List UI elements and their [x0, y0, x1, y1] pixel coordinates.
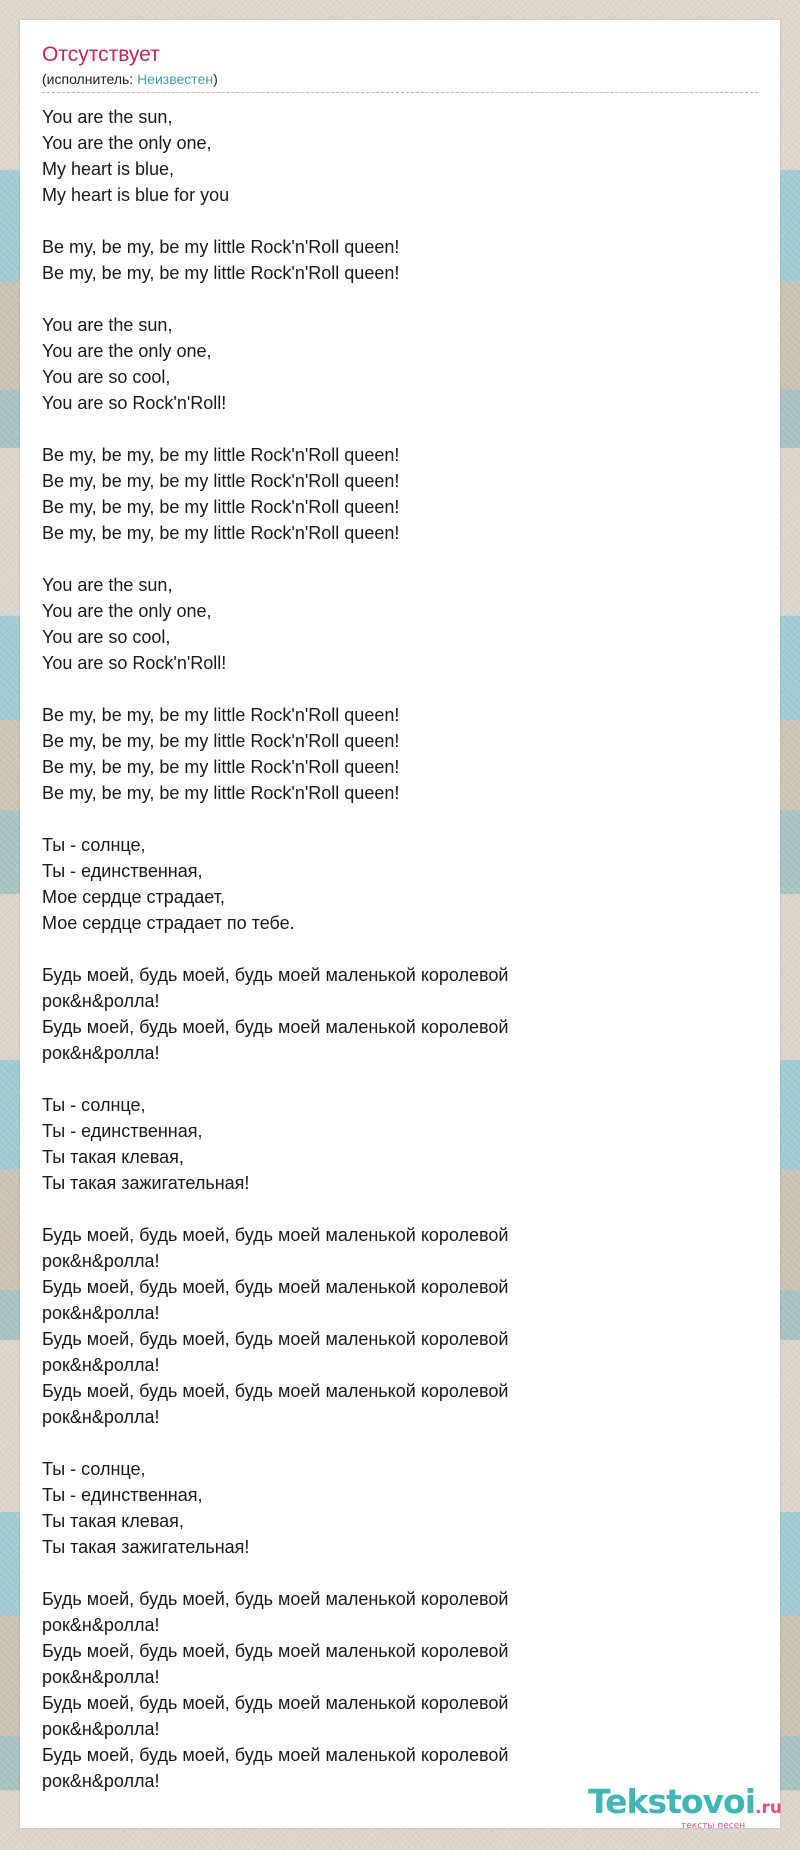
artist-suffix: ) [213, 71, 218, 87]
lyric-line: Мое сердце страдает, [42, 887, 225, 907]
lyric-line: Ты - единственная, [42, 1485, 203, 1505]
lyric-line: Будь моей, будь моей, будь моей маленькой королевой [42, 1693, 509, 1713]
lyric-line: Будь моей, будь моей, будь моей маленькой королевой [42, 1589, 509, 1609]
lyric-line: Be my, be my, be my little Rock'n'Roll queen! [42, 731, 400, 751]
lyric-line: рок&н&ролла! [42, 1667, 160, 1687]
lyric-blank-line [42, 1430, 602, 1456]
lyric-line: You are the only one, [42, 601, 212, 621]
lyric-line: Ты такая зажигательная! [42, 1537, 250, 1557]
lyric-line: My heart is blue for you [42, 185, 230, 205]
lyric-line: Be my, be my, be my little Rock'n'Roll queen! [42, 497, 400, 517]
artist-prefix: (исполнитель: [42, 71, 138, 87]
lyric-line: Be my, be my, be my little Rock'n'Roll queen! [42, 237, 400, 257]
lyric-line: Ты - единственная, [42, 861, 203, 881]
lyric-line: Будь моей, будь моей, будь моей маленькой королевой [42, 1745, 509, 1765]
lyric-line: Be my, be my, be my little Rock'n'Roll queen! [42, 263, 400, 283]
lyric-blank-line [42, 806, 602, 832]
lyric-line: Будь моей, будь моей, будь моей маленькой королевой [42, 1277, 509, 1297]
lyric-blank-line [42, 208, 602, 234]
song-header [42, 42, 758, 93]
lyric-line: Будь моей, будь моей, будь моей маленькой королевой [42, 1329, 509, 1349]
lyric-blank-line [42, 676, 602, 702]
lyric-line: You are the only one, [42, 133, 212, 153]
song-title: Отсутствует [42, 43, 160, 66]
lyric-line: Ты - единственная, [42, 1121, 203, 1141]
lyric-blank-line [42, 286, 602, 312]
lyric-line: рок&н&ролла! [42, 1407, 160, 1427]
lyric-line: рок&н&ролла! [42, 991, 160, 1011]
lyric-line: Be my, be my, be my little Rock'n'Roll queen! [42, 445, 400, 465]
lyric-line: You are so Rock'n'Roll! [42, 393, 227, 413]
lyric-line: Ты - солнце, [42, 1095, 146, 1115]
lyric-line: рок&н&ролла! [42, 1251, 160, 1271]
lyric-line: You are so Rock'n'Roll! [42, 653, 227, 673]
lyric-line: You are the sun, [42, 315, 173, 335]
artist-line [42, 70, 758, 93]
lyrics-list [42, 104, 602, 1794]
lyric-line: Ты такая зажигательная! [42, 1173, 250, 1193]
logo-name: Tekstovoi [588, 1782, 756, 1821]
lyric-line: Будь моей, будь моей, будь моей маленькой королевой [42, 1225, 509, 1245]
lyric-line: Будь моей, будь моей, будь моей маленькой королевой [42, 1641, 509, 1661]
lyric-line: Будь моей, будь моей, будь моей маленькой королевой [42, 1381, 509, 1401]
lyric-line: рок&н&ролла! [42, 1043, 160, 1063]
lyric-line: You are the sun, [42, 575, 173, 595]
lyric-line: Мое сердце страдает по тебе. [42, 913, 295, 933]
site-logo[interactable] [568, 1780, 798, 1850]
lyric-line: You are so cool, [42, 627, 171, 647]
lyric-line: My heart is blue, [42, 159, 175, 179]
lyrics-card [20, 20, 782, 1831]
lyric-blank-line [42, 1066, 602, 1092]
lyric-line: Ты - солнце, [42, 1459, 146, 1479]
lyric-line: Be my, be my, be my little Rock'n'Roll queen! [42, 471, 400, 491]
lyric-line: рок&н&ролла! [42, 1355, 160, 1375]
lyric-line: Ты такая клевая, [42, 1147, 184, 1167]
lyric-line: рок&н&ролла! [42, 1771, 160, 1791]
lyric-line: рок&н&ролла! [42, 1719, 160, 1739]
lyric-blank-line [42, 936, 602, 962]
lyric-blank-line [42, 416, 602, 442]
logo-tld: .ru [755, 1798, 782, 1818]
lyric-line: Будь моей, будь моей, будь моей маленькой королевой [42, 965, 509, 985]
lyric-line: рок&н&ролла! [42, 1303, 160, 1323]
lyric-line: You are the only one, [42, 341, 212, 361]
lyric-line: Be my, be my, be my little Rock'n'Roll queen! [42, 523, 400, 543]
lyric-line: Ты такая клевая, [42, 1511, 184, 1531]
lyric-blank-line [42, 1560, 602, 1586]
lyric-line: рок&н&ролла! [42, 1615, 160, 1635]
lyric-line: Be my, be my, be my little Rock'n'Roll queen! [42, 783, 400, 803]
lyric-line: Ты - солнце, [42, 835, 146, 855]
lyric-line: Be my, be my, be my little Rock'n'Roll queen! [42, 705, 400, 725]
lyric-blank-line [42, 1196, 602, 1222]
lyric-line: Будь моей, будь моей, будь моей маленькой королевой [42, 1017, 509, 1037]
lyric-blank-line [42, 546, 602, 572]
lyric-line: You are the sun, [42, 107, 173, 127]
lyric-line: You are so cool, [42, 367, 171, 387]
lyric-line: Be my, be my, be my little Rock'n'Roll queen! [42, 757, 400, 777]
artist-link[interactable]: Неизвестен [137, 71, 214, 87]
logo-tagline: тексты песен [681, 1821, 746, 1831]
